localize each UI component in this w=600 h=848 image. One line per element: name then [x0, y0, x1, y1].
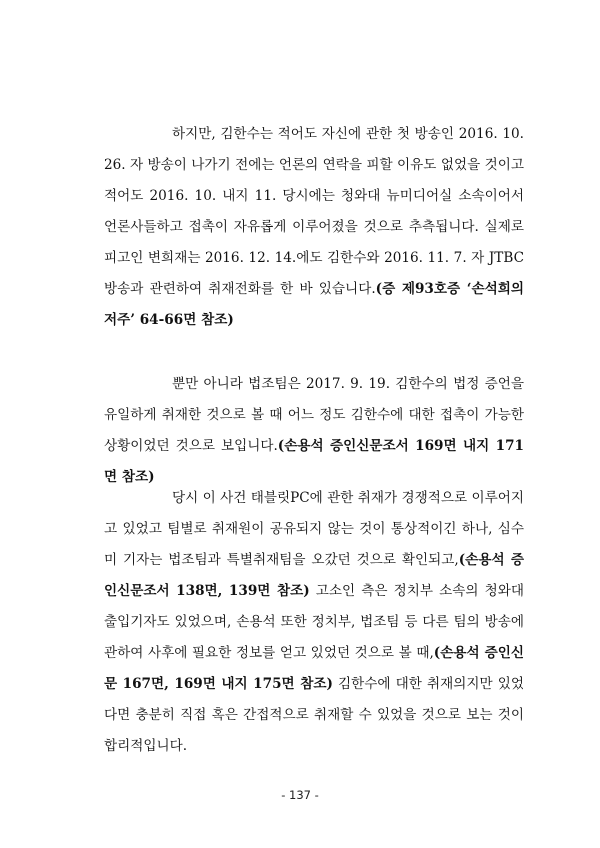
paragraph-3-text-c: 김한수에 대한 취재의지만 있었다면 충분히 직접 혹은 간접적으로 취재할 수 있었을 것으로 보는 것이 합리적입니다.	[104, 676, 524, 754]
page-number: - 137 -	[281, 788, 319, 802]
paragraph-1-text: 하지만, 김한수는 적어도 자신에 관한 첫 방송인 2016. 10. 26. 자 방송이 나가기 전에는 언론의 연락을 피할 이유도 없었을 것이고 적어도 2016. 10. 내지 11. 당시에는 청와대 뉴미디어실 소속이어서 언론사들하고 접촉이 자유롭게 이루어졌을 것으로 추측됩니다. 실제로 피고인 변희재는 2016. 12. 14.에도 김한수와 2016. 11. 7. 자 JTBC 방송과 관련하여 취재전화를 한 바 있습니다.	[104, 126, 524, 297]
citation-2: (손용석 증인신문조서 169면 내지 171면 참조)	[104, 438, 524, 485]
citation-4: (손용석 증인신문 167면, 169면 내지 175면 참조)	[104, 645, 524, 692]
paragraph-2-text: 뿐만 아니라 법조팀은 2017. 9. 19. 김한수의 법정 증언을 유일하게 취재한 것으로 볼 때 어느 정도 김한수에 대한 접촉이 가능한 상황이었던 것으로 보입니다.	[104, 376, 524, 454]
paragraph-2	[104, 369, 524, 493]
paragraph-3	[104, 483, 524, 762]
paragraph-3-text-a: 당시 이 사건 태블릿PC에 관한 취재가 경쟁적으로 이루어지고 있었고 팀별로 취재원이 공유되지 않는 것이 통상적이긴 하나, 심수미 기자는 법조팀과 특별취재팀을 오갔던 것으로 확인되고,	[104, 490, 524, 568]
citation-1: (증 제93호증 ‘손석희의 저주’ 64-66면 참조)	[104, 281, 524, 328]
paragraph-1	[104, 119, 524, 336]
citation-3: (손용석 증인신문조서 138면, 139면 참조)	[104, 552, 524, 599]
paragraph-3-text-b: 고소인 측은 정치부 소속의 청와대 출입기자도 있었으며, 손용석 또한 정치부, 법조팀 등 다른 팀의 방송에 관하여 사후에 필요한 정보를 얻고 있었던 것으로 볼 때,	[104, 583, 524, 661]
